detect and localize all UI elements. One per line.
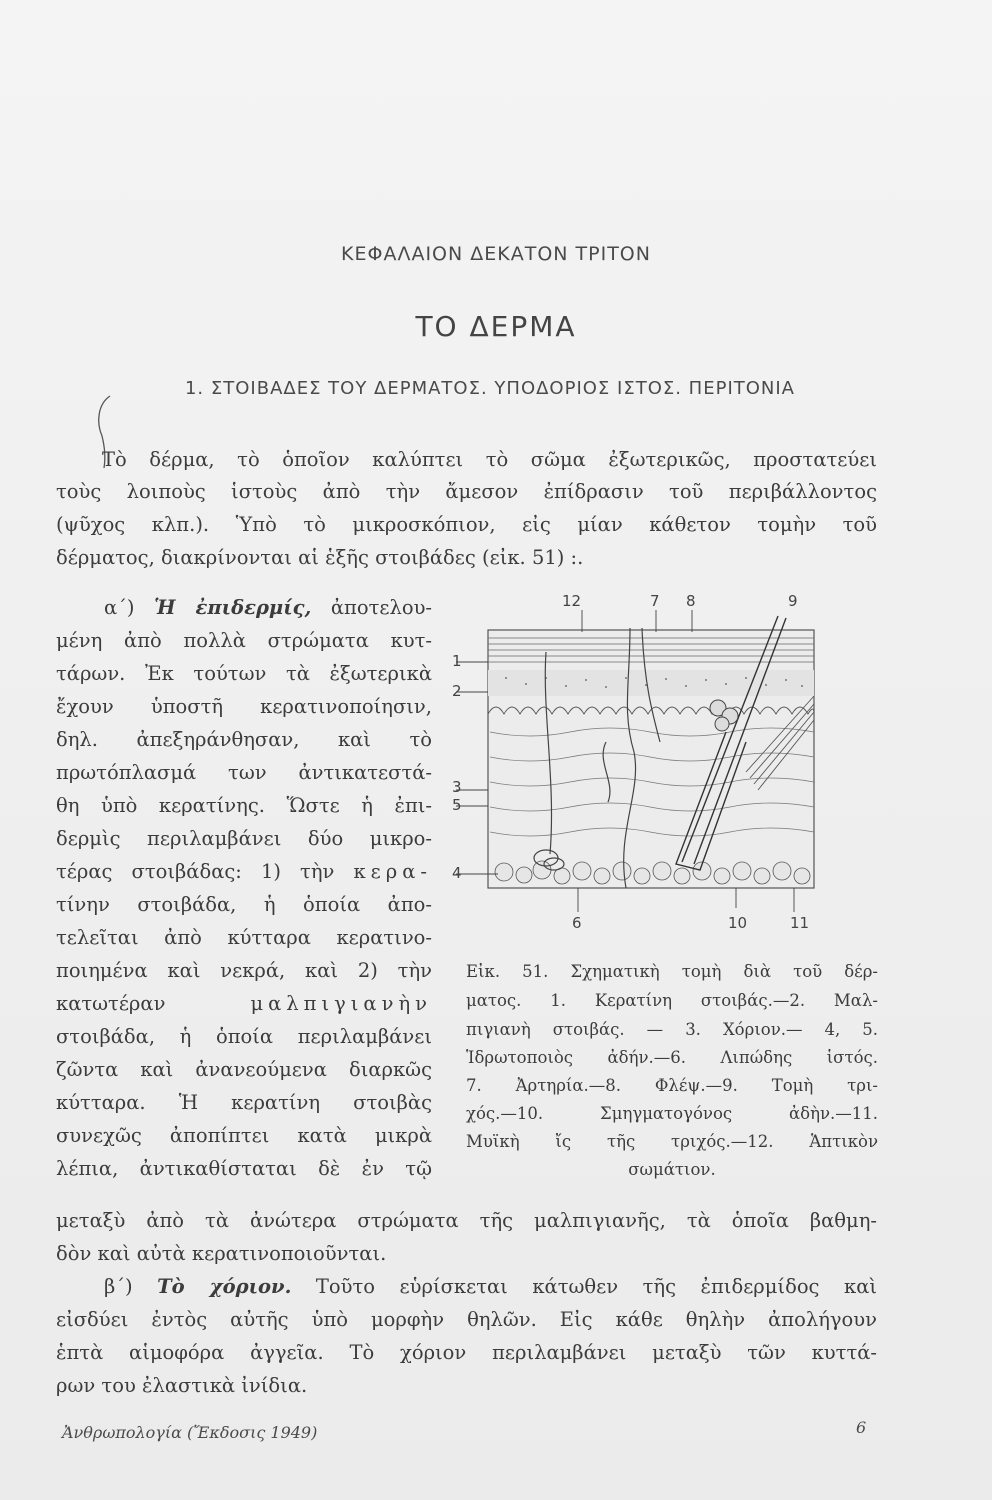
- epidermis-line: λέπια, ἀντικαθίσταται δὲ ἐν τῷ: [56, 1157, 432, 1180]
- chapter-heading: ΚΕΦΑΛΑΙΟΝ ΔΕΚΑΤΟΝ ΤΡΙΤΟΝ: [341, 243, 651, 265]
- continuation-line: μεταξὺ ἀπὸ τὰ ἀνώτερα στρώματα τῆς μαλπιγιανῆς, τὰ ὁποῖα βαθμη-: [56, 1209, 877, 1232]
- intro-line: δέρματος, διακρίνονται αἱ ἑξῆς στοιβάδες (εἰκ. 51) :.: [56, 546, 584, 569]
- intro-line: τοὺς λοιποὺς ἱστοὺς ἀπὸ τὴν ἄμεσον ἐπίδρασιν τοῦ περιβάλλοντος: [56, 480, 877, 503]
- figure-caption-line: Μυϊκὴ ἴς τῆς τριχός.—12. Ἁπτικὸν: [466, 1132, 878, 1151]
- figure-label-5: 5: [452, 796, 462, 814]
- figure-label-4: 4: [452, 864, 462, 882]
- figure-label-11: 11: [790, 914, 810, 932]
- intro-line: Τὸ δέρμα, τὸ ὁποῖον καλύπτει τὸ σῶμα ἐξωτερικῶς, προστατεύει: [102, 448, 877, 471]
- figure-caption-line: Εἰκ. 51. Σχηματικὴ τομὴ διὰ τοῦ δέρ-: [466, 962, 878, 981]
- chorion-line: εἰσδύει ἐντὸς αὐτῆς ὑπὸ μορφὴν θηλῶν. Εἰς κάθε θηλὴν ἀπολήγουν: [56, 1308, 877, 1331]
- epidermis-line-kera: τέρας στοιβάδας: 1) τὴν κερα-: [56, 860, 432, 883]
- figure-label-7: 7: [650, 592, 660, 610]
- epidermis-line: ποιημένα καὶ νεκρά, καὶ 2) τὴν: [56, 959, 432, 982]
- figure-caption-line: ματος. 1. Κερατίνη στοιβάς.—2. Μαλ-: [466, 991, 878, 1010]
- epidermis-line: δερμὶς περιλαμβάνει δύο μικρο-: [56, 827, 432, 850]
- chorion-line: ρων του ἐλαστικὰ ἰνίδια.: [56, 1374, 308, 1397]
- skin-section-figure: [446, 592, 890, 936]
- epidermis-line: τάρων. Ἐκ τούτων τὰ ἐξωτερικὰ: [56, 662, 432, 685]
- spaced-term-malpigian: μαλπιγιανὴν: [250, 992, 432, 1015]
- figure-label-3: 3: [452, 778, 462, 796]
- epidermis-line: τίνην στοιβάδα, ἡ ὁποία ἀπο-: [56, 893, 432, 916]
- epidermis-first-line: [104, 598, 432, 618]
- continuation-line: δὸν καὶ αὐτὰ κερατινοποιοῦνται.: [56, 1242, 387, 1265]
- figure-label-9: 9: [788, 592, 798, 610]
- epidermis-line: ζῶντα καὶ ἀνανεούμενα διαρκῶς: [56, 1058, 432, 1081]
- section-heading: 1. ΣΤΟΙΒΑΔΕΣ ΤΟΥ ΔΕΡΜΑΤΟΣ. ΥΠΟΔΟΡΙΟΣ ΙΣΤΟΣ. ΠΕΡΙΤΟΝΙΑ: [184, 378, 795, 399]
- epidermis-line: θη ὑπὸ κερατίνης. Ὥστε ἡ ἐπι-: [56, 794, 432, 817]
- chorion-line: ἑπτὰ αἱμοφόρα ἀγγεῖα. Τὸ χόριον περιλαμβάνει μεταξὺ τῶν κυττά-: [56, 1341, 877, 1364]
- epidermis-line: τελεῖται ἀπὸ κύτταρα κερατινο-: [56, 926, 432, 949]
- epidermis-term: Ἡ ἐπιδερμίς,: [154, 596, 312, 619]
- epidermis-line-malpigian: κατωτέραν μαλπιγιανὴν: [56, 992, 432, 1015]
- page-title: ΤΟ ΔΕΡΜΑ: [415, 310, 577, 343]
- epidermis-line: δηλ. ἀπεξηράνθησαν, καὶ τὸ: [56, 728, 432, 751]
- epidermis-line: πρωτόπλασμά των ἀντικατεστά-: [56, 761, 432, 784]
- chorion-first-line: [104, 1277, 877, 1297]
- chorion-first-rest: Τοῦτο εὑρίσκεται κάτωθεν τῆς ἐπιδερμίδος καὶ: [315, 1275, 878, 1298]
- skin-section-drawing: [446, 592, 890, 936]
- figure-caption-line: πιγιανὴ στοιβάς. — 3. Χόριον.— 4, 5.: [466, 1020, 878, 1039]
- figure-label-12: 12: [562, 592, 582, 610]
- figure-label-2: 2: [452, 682, 462, 700]
- epidermis-first-rest: ἀποτελου-: [330, 596, 433, 619]
- figure-caption-line: σωμάτιον.: [628, 1160, 716, 1179]
- spaced-term-kera: κερα-: [353, 860, 432, 883]
- epidermis-line: ἔχουν ὑποστῆ κερατινοποίησιν,: [56, 695, 432, 718]
- figure-caption-line: Ἱδρωτοποιὸς ἀδήν.—6. Λιπώδης ἱστός.: [466, 1048, 878, 1067]
- figure-caption-line: 7. Ἀρτηρία.—8. Φλέψ.—9. Τομὴ τρι-: [466, 1076, 878, 1095]
- chorion-marker: β΄): [104, 1275, 133, 1298]
- figure-label-1: 1: [452, 652, 462, 670]
- figure-caption-line: χός.—10. Σμηγματογόνος ἀδὴν.—11.: [466, 1104, 878, 1123]
- figure-label-6: 6: [572, 914, 582, 932]
- epidermis-line: συνεχῶς ἀποπίπτει κατὰ μικρὰ: [56, 1124, 432, 1147]
- figure-label-8: 8: [686, 592, 696, 610]
- epidermis-marker: α΄): [104, 596, 135, 619]
- epidermis-line: κύτταρα. Ἡ κερατίνη στοιβὰς: [56, 1091, 432, 1114]
- footer-signature: 6: [856, 1418, 867, 1437]
- footer-source: Ἀνθρωπολογία (Ἔκδοσις 1949): [62, 1423, 318, 1442]
- chorion-term: Τὸ χόριον.: [157, 1275, 292, 1298]
- epidermis-line: στοιβάδα, ἡ ὁποία περιλαμβάνει: [56, 1025, 432, 1048]
- epidermis-line: μένη ἀπὸ πολλὰ στρώματα κυτ-: [56, 629, 432, 652]
- intro-line: (ψῦχος κλπ.). Ὑπὸ τὸ μικροσκόπιον, εἰς μίαν κάθετον τομὴν τοῦ: [56, 513, 877, 536]
- figure-label-10: 10: [728, 914, 748, 932]
